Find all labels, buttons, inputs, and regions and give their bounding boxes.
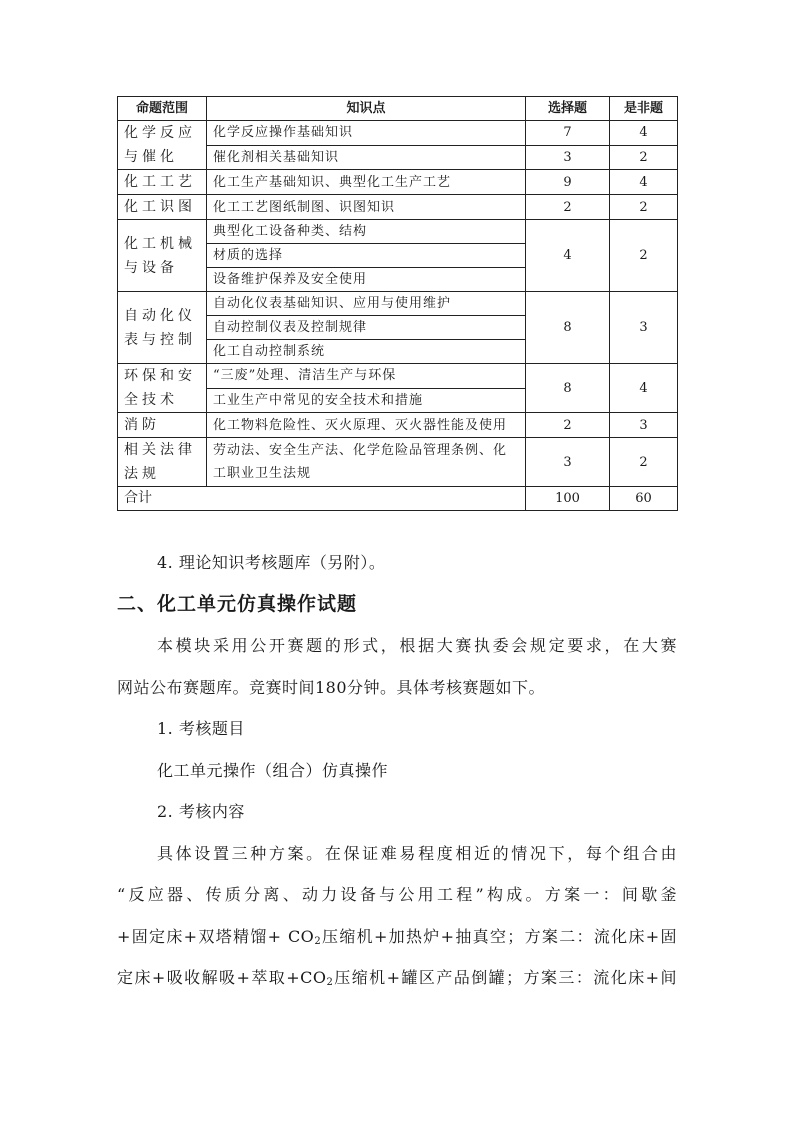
subscript: 2 bbox=[326, 977, 334, 988]
choice-count: 3 bbox=[526, 145, 610, 170]
table-row bbox=[118, 438, 678, 487]
knowledge-cell: 工业生产中常见的安全技术和措施 bbox=[207, 388, 526, 413]
truefalse-count: 3 bbox=[610, 292, 678, 364]
paragraph-line bbox=[117, 924, 677, 947]
category-cell: 化工识图 bbox=[118, 195, 207, 220]
choice-count: 8 bbox=[526, 364, 610, 413]
total-label: 合计 bbox=[118, 487, 526, 511]
text-segment: +固定床+双塔精馏+ CO bbox=[117, 927, 315, 946]
category-cell: 环保和安全技术 bbox=[118, 364, 207, 413]
choice-count: 7 bbox=[526, 121, 610, 146]
table-row bbox=[118, 413, 678, 438]
header-scope: 命题范围 bbox=[118, 97, 207, 121]
knowledge-cell: 化工生产基础知识、典型化工生产工艺 bbox=[207, 170, 526, 195]
choice-count: 8 bbox=[526, 292, 610, 364]
truefalse-count: 3 bbox=[610, 413, 678, 438]
text-segment: 压缩机+罐区产品倒罐；方案三：流化床+间 bbox=[333, 968, 677, 987]
item-1-content: 化工单元操作（组合）仿真操作 bbox=[157, 761, 389, 780]
total-truefalse: 60 bbox=[610, 487, 678, 511]
choice-count: 9 bbox=[526, 170, 610, 195]
table-row bbox=[118, 292, 678, 316]
knowledge-cell: 典型化工设备种类、结构 bbox=[207, 220, 526, 244]
knowledge-cell: 自动控制仪表及控制规律 bbox=[207, 316, 526, 340]
truefalse-count: 4 bbox=[610, 121, 678, 146]
choice-count: 3 bbox=[526, 438, 610, 487]
table-header-row bbox=[118, 97, 678, 121]
category-cell: 化工机械与设备 bbox=[118, 220, 207, 292]
knowledge-cell: 材质的选择 bbox=[207, 244, 526, 268]
table-row bbox=[118, 220, 678, 244]
item-1-title: 1. 考核题目 bbox=[157, 719, 245, 738]
category-cell: 化学反应与催化 bbox=[118, 121, 207, 170]
table-row bbox=[118, 195, 678, 220]
item-2-title: 2. 考核内容 bbox=[157, 802, 245, 821]
item-4-question-bank: 4. 理论知识考核题库（另附）。 bbox=[157, 553, 386, 572]
truefalse-count: 2 bbox=[610, 195, 678, 220]
table-row bbox=[118, 364, 678, 389]
paragraph-line: 网站公布赛题库。竞赛时间180分钟。具体考核赛题如下。 bbox=[117, 678, 546, 697]
paragraph-line: 具体设置三种方案。在保证难易程度相近的情况下，每个组合由 bbox=[157, 844, 677, 863]
choice-count: 2 bbox=[526, 195, 610, 220]
choice-count: 2 bbox=[526, 413, 610, 438]
knowledge-cell: 化工物料危险性、灭火原理、灭火器性能及使用 bbox=[207, 413, 526, 438]
category-cell: 自动化仪表与控制 bbox=[118, 292, 207, 364]
category-cell: 相关法律法规 bbox=[118, 438, 207, 487]
paragraph-line bbox=[117, 965, 677, 988]
header-choice: 选择题 bbox=[526, 97, 610, 121]
knowledge-cell: 劳动法、安全生产法、化学危险品管理条例、化工职业卫生法规 bbox=[207, 438, 526, 487]
category-cell: 消防 bbox=[118, 413, 207, 438]
table-total-row bbox=[118, 487, 678, 511]
truefalse-count: 2 bbox=[610, 220, 678, 292]
truefalse-count: 2 bbox=[610, 438, 678, 487]
paragraph-line: “反应器、传质分离、动力设备与公用工程”构成。方案一：间歇釜 bbox=[117, 885, 677, 904]
paragraph-line: 本模块采用公开赛题的形式，根据大赛执委会规定要求，在大赛 bbox=[157, 636, 677, 655]
table-row bbox=[118, 121, 678, 146]
knowledge-cell: 自动化仪表基础知识、应用与使用维护 bbox=[207, 292, 526, 316]
knowledge-cell: 化学反应操作基础知识 bbox=[207, 121, 526, 146]
header-knowledge: 知识点 bbox=[207, 97, 526, 121]
category-cell: 化工工艺 bbox=[118, 170, 207, 195]
choice-count: 4 bbox=[526, 220, 610, 292]
text-segment: 压缩机+加热炉+抽真空；方案二：流化床+固 bbox=[321, 927, 677, 946]
knowledge-cell: “三废”处理、清洁生产与环保 bbox=[207, 364, 526, 389]
knowledge-cell: 化工工艺图纸制图、识图知识 bbox=[207, 195, 526, 220]
knowledge-cell: 催化剂相关基础知识 bbox=[207, 145, 526, 170]
truefalse-count: 2 bbox=[610, 145, 678, 170]
table-row bbox=[118, 170, 678, 195]
header-truefalse: 是非题 bbox=[610, 97, 678, 121]
knowledge-cell: 化工自动控制系统 bbox=[207, 340, 526, 364]
section-heading: 二、化工单元仿真操作试题 bbox=[117, 593, 358, 615]
total-choice: 100 bbox=[526, 487, 610, 511]
subscript: 2 bbox=[314, 936, 322, 947]
knowledge-cell: 设备维护保养及安全使用 bbox=[207, 268, 526, 292]
truefalse-count: 4 bbox=[610, 170, 678, 195]
truefalse-count: 4 bbox=[610, 364, 678, 413]
text-segment: 定床+吸收解吸+萃取+CO bbox=[117, 968, 327, 987]
exam-distribution-table bbox=[117, 96, 678, 511]
